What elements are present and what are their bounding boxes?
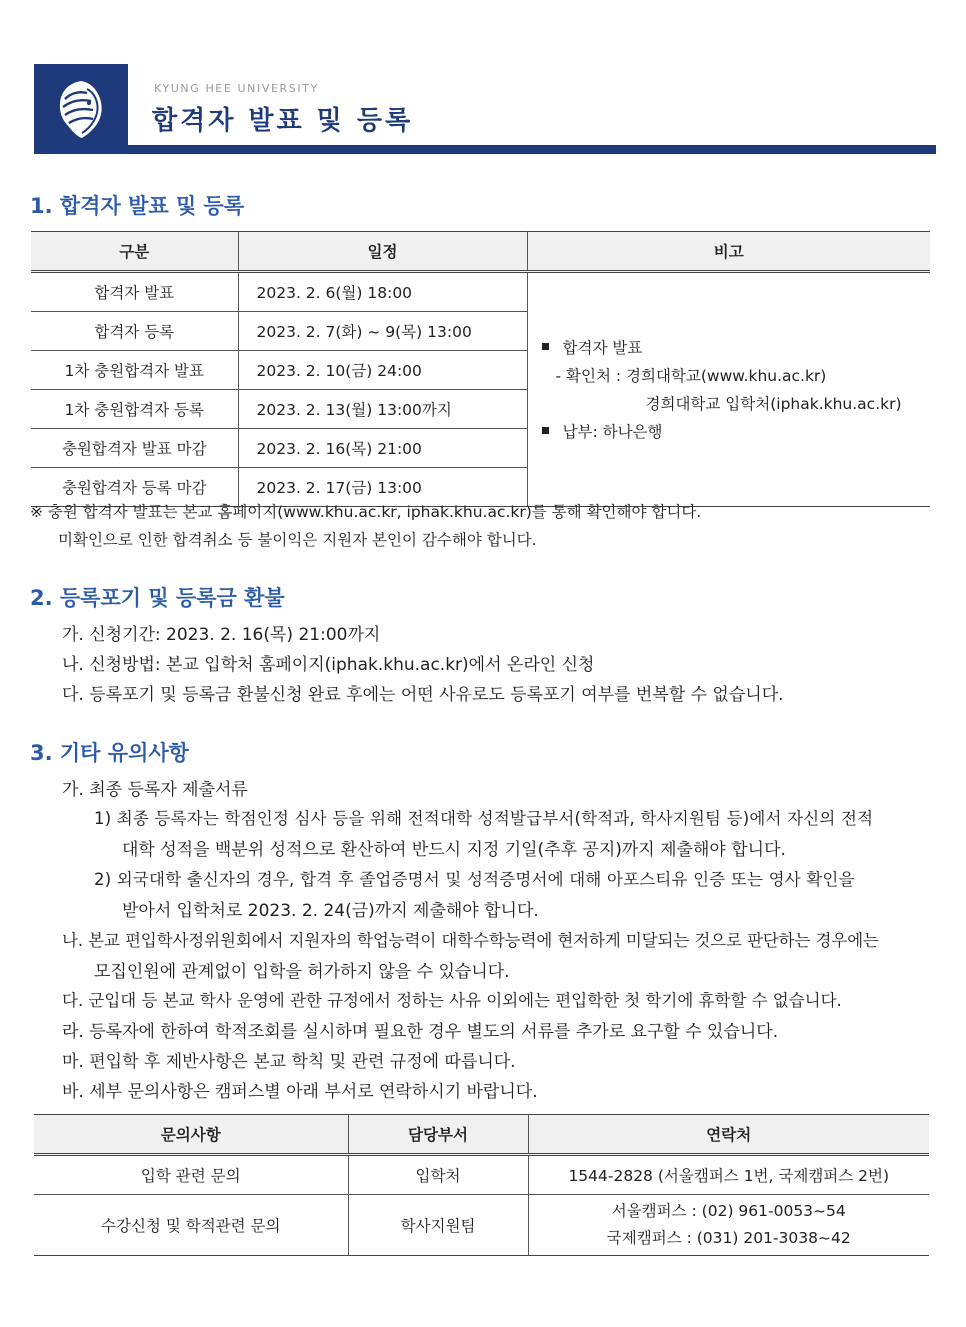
square-bullet-icon bbox=[542, 427, 549, 434]
department: 입학처 bbox=[348, 1155, 528, 1195]
remark-cell bbox=[527, 272, 930, 507]
contact-info bbox=[528, 1195, 929, 1256]
column-header: 일정 bbox=[238, 232, 527, 272]
list-item: 1) 최종 등록자는 학점인정 심사 등을 위해 전적대학 성적발급부서(학적과, 학사지원팀 등)에서 자신의 전적 bbox=[94, 809, 874, 828]
document-header bbox=[34, 64, 936, 154]
list-item: 나. 신청방법: 본교 입학처 홈페이지(iphak.khu.ac.kr)에서 온라인 신청 bbox=[62, 655, 595, 675]
remark-line: 경희대학교 입학처(iphak.khu.ac.kr) bbox=[645, 394, 902, 413]
column-header: 문의사항 bbox=[34, 1115, 348, 1155]
page-title: 합격자 발표 및 등록 bbox=[152, 106, 414, 136]
list-item: 바. 세부 문의사항은 캠퍼스별 아래 부서로 연락하시기 바랍니다. bbox=[62, 1082, 538, 1102]
schedule-item: 합격자 발표 bbox=[31, 272, 238, 312]
list-item: 받아서 입학처로 2023. 2. 24(금)까지 제출해야 합니다. bbox=[122, 901, 539, 921]
table-row bbox=[34, 1155, 929, 1195]
list-item: 다. 등록포기 및 등록금 환불신청 완료 후에는 어떤 사유로도 등록포기 여부를 번복할 수 없습니다. bbox=[62, 685, 784, 705]
list-item: 가. 신청기간: 2023. 2. 16(목) 21:00까지 bbox=[62, 625, 381, 645]
section3-heading: 3. 기타 유의사항 bbox=[30, 741, 189, 765]
remark-line: 합격자 발표 bbox=[542, 334, 930, 362]
list-item: 모집인원에 관계없이 입학을 허가하지 않을 수 있습니다. bbox=[94, 962, 510, 982]
department: 학사지원팀 bbox=[348, 1195, 528, 1256]
table-header-row bbox=[31, 232, 930, 272]
schedule-date: 2023. 2. 16(목) 21:00 bbox=[238, 429, 527, 468]
table-row bbox=[34, 1195, 929, 1256]
list-item: 대학 성적을 백분위 성적으로 환산하여 반드시 지정 기일(추후 공지)까지 제출해야 합니다. bbox=[122, 840, 786, 860]
schedule-item: 1차 충원합격자 발표 bbox=[31, 351, 238, 390]
university-logo bbox=[34, 64, 128, 154]
contact-line: 국제캠퍼스 : (031) 201-3038~42 bbox=[606, 1229, 851, 1247]
list-item: 나. 본교 편입학사정위원회에서 지원자의 학업능력이 대학수학능력에 현저하게 미달되는 것으로 판단하는 경우에는 bbox=[62, 931, 879, 950]
inquiry-topic: 입학 관련 문의 bbox=[34, 1155, 348, 1195]
square-bullet-icon bbox=[542, 343, 549, 350]
university-name: KYUNG HEE UNIVERSITY bbox=[154, 82, 319, 95]
notice-text: 미확인으로 인한 합격취소 등 불이익은 지원자 본인이 감수해야 합니다. bbox=[58, 531, 537, 549]
list-item: 가. 최종 등록자 제출서류 bbox=[62, 780, 248, 800]
column-header: 담당부서 bbox=[348, 1115, 528, 1155]
section1-heading: 1. 합격자 발표 및 등록 bbox=[30, 194, 245, 218]
header-divider bbox=[34, 145, 936, 154]
schedule-item: 합격자 등록 bbox=[31, 312, 238, 351]
inquiry-topic: 수강신청 및 학적관련 문의 bbox=[34, 1195, 348, 1256]
list-item: 다. 군입대 등 본교 학사 운영에 관한 규정에서 정하는 사유 이외에는 편입학한 첫 학기에 휴학할 수 없습니다. bbox=[62, 991, 842, 1010]
schedule-date: 2023. 2. 7(화) ~ 9(목) 13:00 bbox=[238, 312, 527, 351]
list-item: 마. 편입학 후 제반사항은 본교 학칙 및 관련 규정에 따릅니다. bbox=[62, 1052, 516, 1072]
schedule-item: 충원합격자 등록 마감 bbox=[31, 468, 238, 507]
schedule-table bbox=[31, 231, 930, 507]
section2-heading: 2. 등록포기 및 등록금 환불 bbox=[30, 586, 285, 610]
table-row bbox=[31, 272, 930, 312]
column-header: 구분 bbox=[31, 232, 238, 272]
remark-line: 납부: 하나은행 bbox=[542, 418, 930, 446]
list-item: 라. 등록자에 한하여 학적조회를 실시하며 필요한 경우 별도의 서류를 추가로 요구할 수 있습니다. bbox=[62, 1022, 779, 1042]
schedule-date: 2023. 2. 6(월) 18:00 bbox=[238, 272, 527, 312]
column-header: 연락처 bbox=[528, 1115, 929, 1155]
contact-line: 서울캠퍼스 : (02) 961-0053~54 bbox=[611, 1202, 846, 1220]
list-item: 2) 외국대학 출신자의 경우, 합격 후 졸업증명서 및 성적증명서에 대해 아포스티유 인증 또는 영사 확인을 bbox=[94, 870, 855, 889]
column-header: 비고 bbox=[527, 232, 930, 272]
schedule-item: 1차 충원합격자 등록 bbox=[31, 390, 238, 429]
table-header-row bbox=[34, 1115, 929, 1155]
schedule-date: 2023. 2. 10(금) 24:00 bbox=[238, 351, 527, 390]
notice-text: ※ 충원 합격자 발표는 본교 홈페이지(www.khu.ac.kr, iphak.khu.ac.kr)를 통해 확인해야 합니다. bbox=[30, 503, 702, 521]
lion-head-icon bbox=[51, 77, 111, 141]
contact-table bbox=[34, 1114, 929, 1256]
remark-line: - 확인처 : 경희대학교(www.khu.ac.kr) bbox=[555, 366, 827, 385]
schedule-date: 2023. 2. 13(월) 13:00까지 bbox=[238, 390, 527, 429]
contact-info: 1544-2828 (서울캠퍼스 1번, 국제캠퍼스 2번) bbox=[528, 1155, 929, 1195]
schedule-item: 충원합격자 발표 마감 bbox=[31, 429, 238, 468]
schedule-date: 2023. 2. 17(금) 13:00 bbox=[238, 468, 527, 507]
